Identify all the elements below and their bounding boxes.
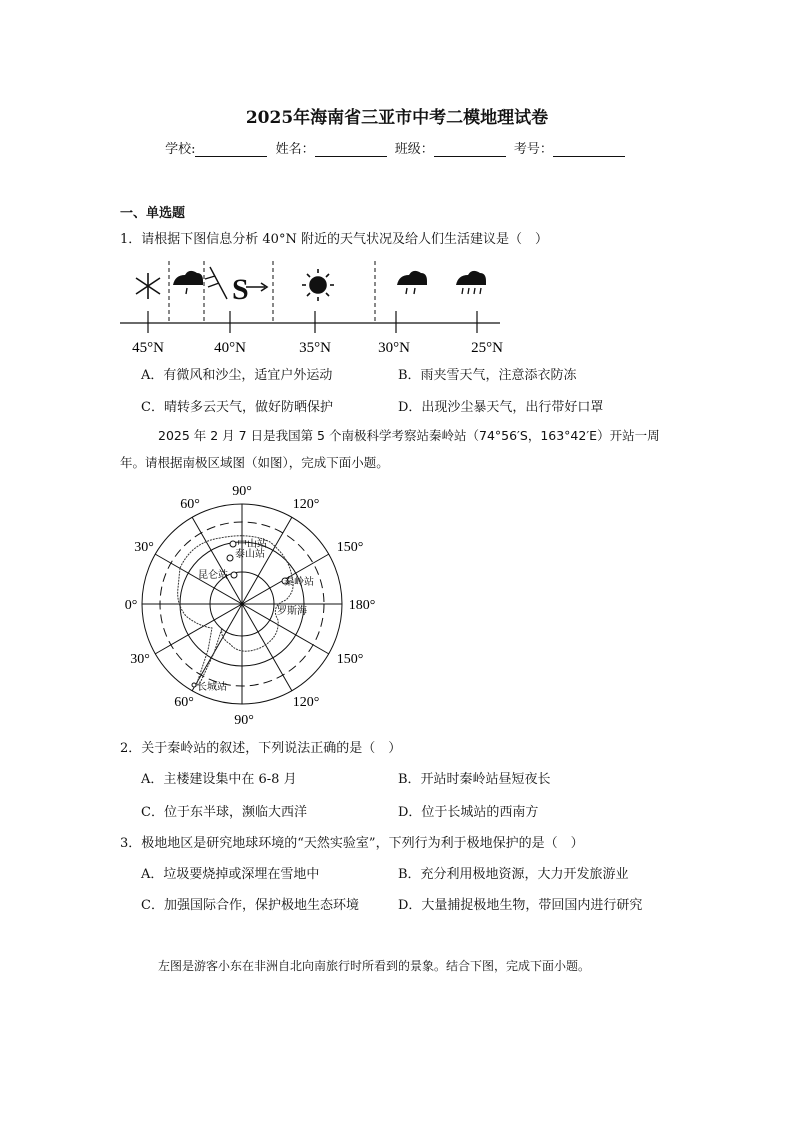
q2-option-b[interactable]: B．开站时秦岭站昼短夜长 <box>398 772 551 787</box>
lon-label-top: 90° <box>232 484 252 499</box>
lon-label-lower-left: 60° <box>174 695 194 710</box>
name-label: 姓名： <box>275 142 315 157</box>
q1-option-a[interactable]: A．有微风和沙尘，适宜户外运动 <box>141 368 333 383</box>
lon-label-upper-right: 120° <box>292 497 320 512</box>
rain-cloud-icon <box>173 271 203 294</box>
q3-option-b[interactable]: B．充分利用极地资源，大力开发旅游业 <box>398 867 629 882</box>
page-title: 2025年海南省三亚市中考二模地理试卷 <box>245 108 549 128</box>
svg-text:S: S <box>232 273 249 306</box>
lat-label-25: 25°N <box>471 340 503 356</box>
lon-label-left: 0° <box>124 598 138 613</box>
question-3-stem: 3．极地地区是研究地球环境的“天然实验室”，下列行为利于极地保护的是（ ） <box>120 836 584 851</box>
question-2-stem: 2．关于秦岭站的叙述，下列说法正确的是（ ） <box>120 741 402 756</box>
lon-label-left-upper: 30° <box>134 540 154 555</box>
lon-label-lower-right: 120° <box>292 695 320 710</box>
school-label: 学校: <box>165 142 196 157</box>
student-info-line <box>0 138 794 157</box>
class-label: 班级： <box>394 142 434 157</box>
station-zhongshan: 中山站 <box>237 539 267 550</box>
lon-label-left-lower: 30° <box>130 652 150 667</box>
lon-label-right-upper: 150° <box>336 540 364 555</box>
lon-label-upper-left: 60° <box>180 497 200 512</box>
class-blank[interactable] <box>434 142 506 157</box>
lat-label-40: 40°N <box>214 340 246 356</box>
q2-option-a[interactable]: A．主楼建设集中在 6-8 月 <box>141 772 297 787</box>
snow-icon <box>136 273 160 299</box>
lon-label-right-lower: 150° <box>336 652 364 667</box>
sandstorm-icon <box>232 273 267 306</box>
sun-icon <box>302 269 334 301</box>
station-taishan: 泰山站 <box>235 549 265 560</box>
station-kunlun: 昆仑站 <box>198 570 228 581</box>
station-changcheng: 长城站 <box>197 682 227 693</box>
lat-label-30: 30°N <box>378 340 410 356</box>
section-heading: 一、单选题 <box>120 206 186 221</box>
school-blank[interactable] <box>195 142 267 157</box>
name-blank[interactable] <box>315 142 387 157</box>
q1-option-d[interactable]: D．出现沙尘暴天气，出行带好口罩 <box>398 400 604 415</box>
station-qinling: 秦岭站 <box>284 577 314 588</box>
q2-option-d[interactable]: D．位于长城站的西南方 <box>398 805 539 820</box>
heavy-rain-cloud-icon <box>456 271 486 294</box>
q1-option-c[interactable]: C．晴转多云天气，做好防晒保护 <box>141 400 333 415</box>
exam-no-label: 考号： <box>513 142 553 157</box>
q2-option-c[interactable]: C．位于东半球，濒临大西洋 <box>141 805 307 820</box>
question-1-stem: 1．请根据下图信息分析 40°N 附近的天气状况及给人们生活建议是（ ） <box>120 232 548 247</box>
rain-cloud-icon <box>397 271 427 294</box>
exam-no-blank[interactable] <box>553 142 625 157</box>
lat-label-45: 45°N <box>132 340 164 356</box>
lon-label-right: 180° <box>348 598 376 613</box>
lon-label-bottom: 90° <box>234 713 254 728</box>
weather-latitude-figure <box>115 255 515 360</box>
antarctic-map <box>120 478 390 730</box>
lat-label-35: 35°N <box>299 340 331 356</box>
ross-sea-label: 罗斯海 <box>277 606 307 617</box>
passage-africa: 左图是游客小东在非洲自北向南旅行时所看到的景象。结合下图，完成下面小题。 <box>158 959 591 973</box>
q1-option-b[interactable]: B．雨夹雪天气，注意添衣防冻 <box>398 368 577 383</box>
q3-option-c[interactable]: C．加强国际合作，保护极地生态环境 <box>141 898 359 913</box>
q3-option-d[interactable]: D．大量捕捉极地生物，带回国内进行研究 <box>398 898 643 913</box>
wind-icon <box>205 267 227 299</box>
q3-option-a[interactable]: A．垃圾要烧掉或深埋在雪地中 <box>141 867 320 882</box>
passage-antarctica: 2025 年 2 月 7 日是我国第 5 个南极科学考察站秦岭站（74°56′S，163°42′E）开站一周年。请根据南极区域图（如图），完成下面小题。 <box>120 428 660 470</box>
